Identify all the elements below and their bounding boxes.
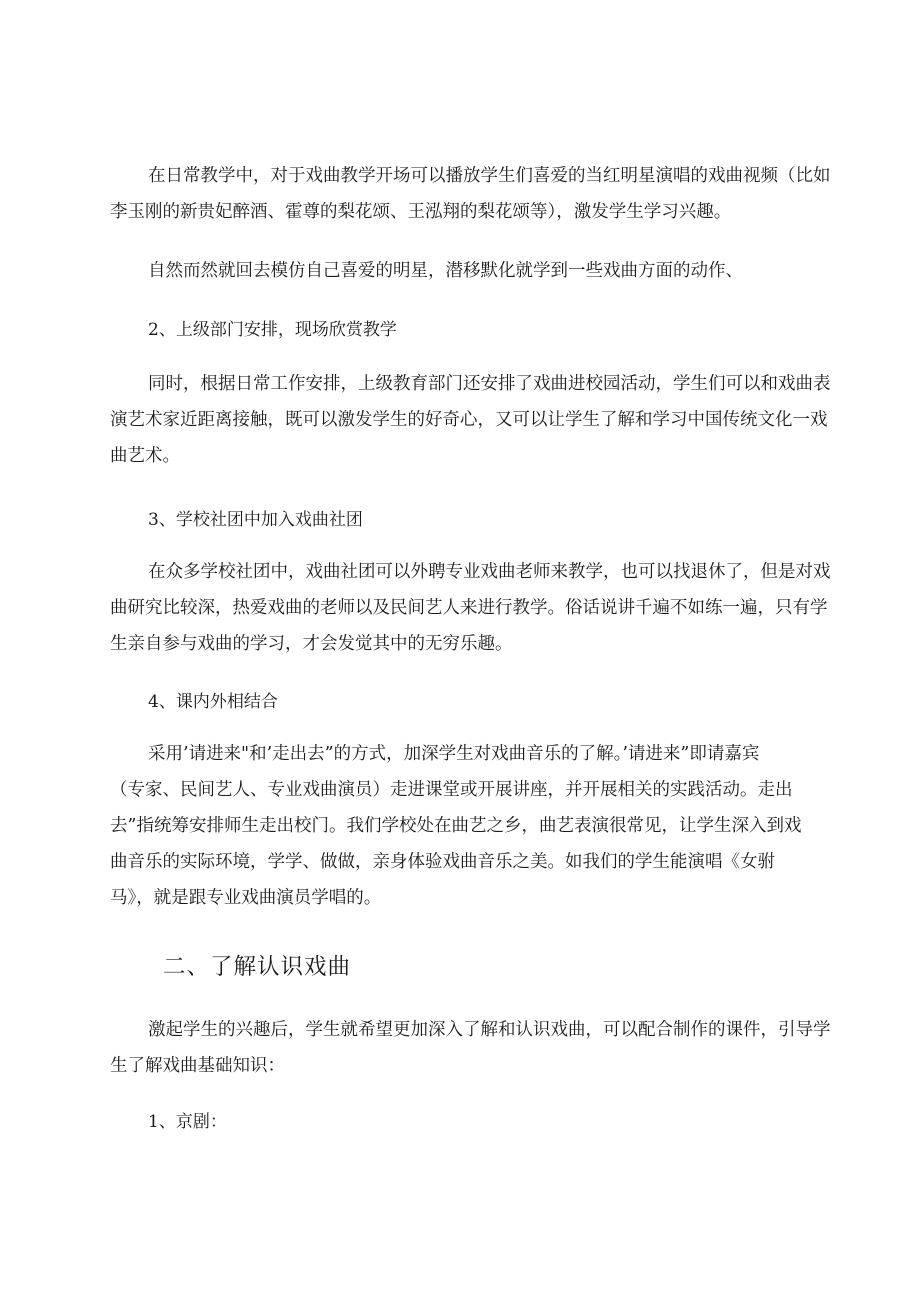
paragraph-invite-and-go-out	[110, 736, 810, 916]
paragraph-line: 曲艺术。	[110, 446, 180, 466]
paragraph-line: 生了解戏曲基础知识：	[110, 1056, 285, 1076]
subheading-inside-outside: 4、课内外相结合	[148, 692, 278, 712]
paragraph-line: 曲研究比较深，热爱戏曲的老师以及民间艺人来进行教学。俗话说讲千遍不如练一遍，只有学	[110, 598, 828, 618]
paragraph-opera-campus	[110, 366, 831, 474]
section-title: 二、了解认识戏曲	[163, 954, 352, 980]
paragraph-line: 生亲自参与戏曲的学习，才会发觉其中的无穷乐趣。	[110, 634, 513, 654]
subheading-department-arrangement: 2、上级部门安排，现场欣赏教学	[148, 320, 397, 340]
paragraph-line: 演艺术家近距离接触，既可以激发学生的好奇心，又可以让学生了解和学习中国传统文化一戏	[110, 410, 828, 430]
paragraph-line: 去”指统筹安排师生走出校门。我们学校处在曲艺之乡，曲艺表演很常见，让学生深入到戏	[110, 816, 802, 836]
paragraph-opera-club	[110, 554, 831, 662]
paragraph-line: 曲音乐的实际环境，学学、做做，亲身体验戏曲音乐之美。如我们的学生能演唱《女驸	[110, 852, 775, 872]
paragraph-line: 自然而然就回去模仿自己喜爱的明星，潜移默化就学到一些戏曲方面的动作、	[148, 261, 743, 281]
paragraph-line: （专家、民间艺人、专业戏曲演员）走进课堂或开展讲座，并开展相关的实践活动。走出	[110, 780, 793, 800]
paragraph-understand-opera	[110, 1012, 831, 1084]
paragraph-line: 在日常教学中，对于戏曲教学开场可以播放学生们喜爱的当红明星演唱的戏曲视频（比如	[148, 166, 831, 186]
paragraph-imitation	[110, 253, 810, 289]
subheading-peking-opera: 1、京剧：	[148, 1112, 227, 1132]
paragraph-line: 采用’请进来"和’走出去”的方式，加深学生对戏曲音乐的了解。’请进来”即请嘉宾	[148, 744, 760, 764]
paragraph-line: 李玉刚的新贵妃醉酒、霍尊的梨花颂、王泓翔的梨花颂等），激发学生学习兴趣。	[110, 202, 732, 222]
paragraph-line: 马》，就是跟专业戏曲演员学唱的。	[110, 888, 382, 908]
subheading-school-club: 3、学校社团中加入戏曲社团	[148, 510, 363, 530]
paragraph-line: 在众多学校社团中，戏曲社团可以外聘专业戏曲老师来教学，也可以找退休了，但是对戏	[148, 562, 831, 582]
paragraph-opening-videos	[110, 158, 831, 230]
paragraph-line: 激起学生的兴趣后，学生就希望更加深入了解和认识戏曲，可以配合制作的课件，引导学	[148, 1020, 831, 1040]
paragraph-line: 同时，根据日常工作安排，上级教育部门还安排了戏曲进校园活动，学生们可以和戏曲表	[148, 374, 831, 394]
